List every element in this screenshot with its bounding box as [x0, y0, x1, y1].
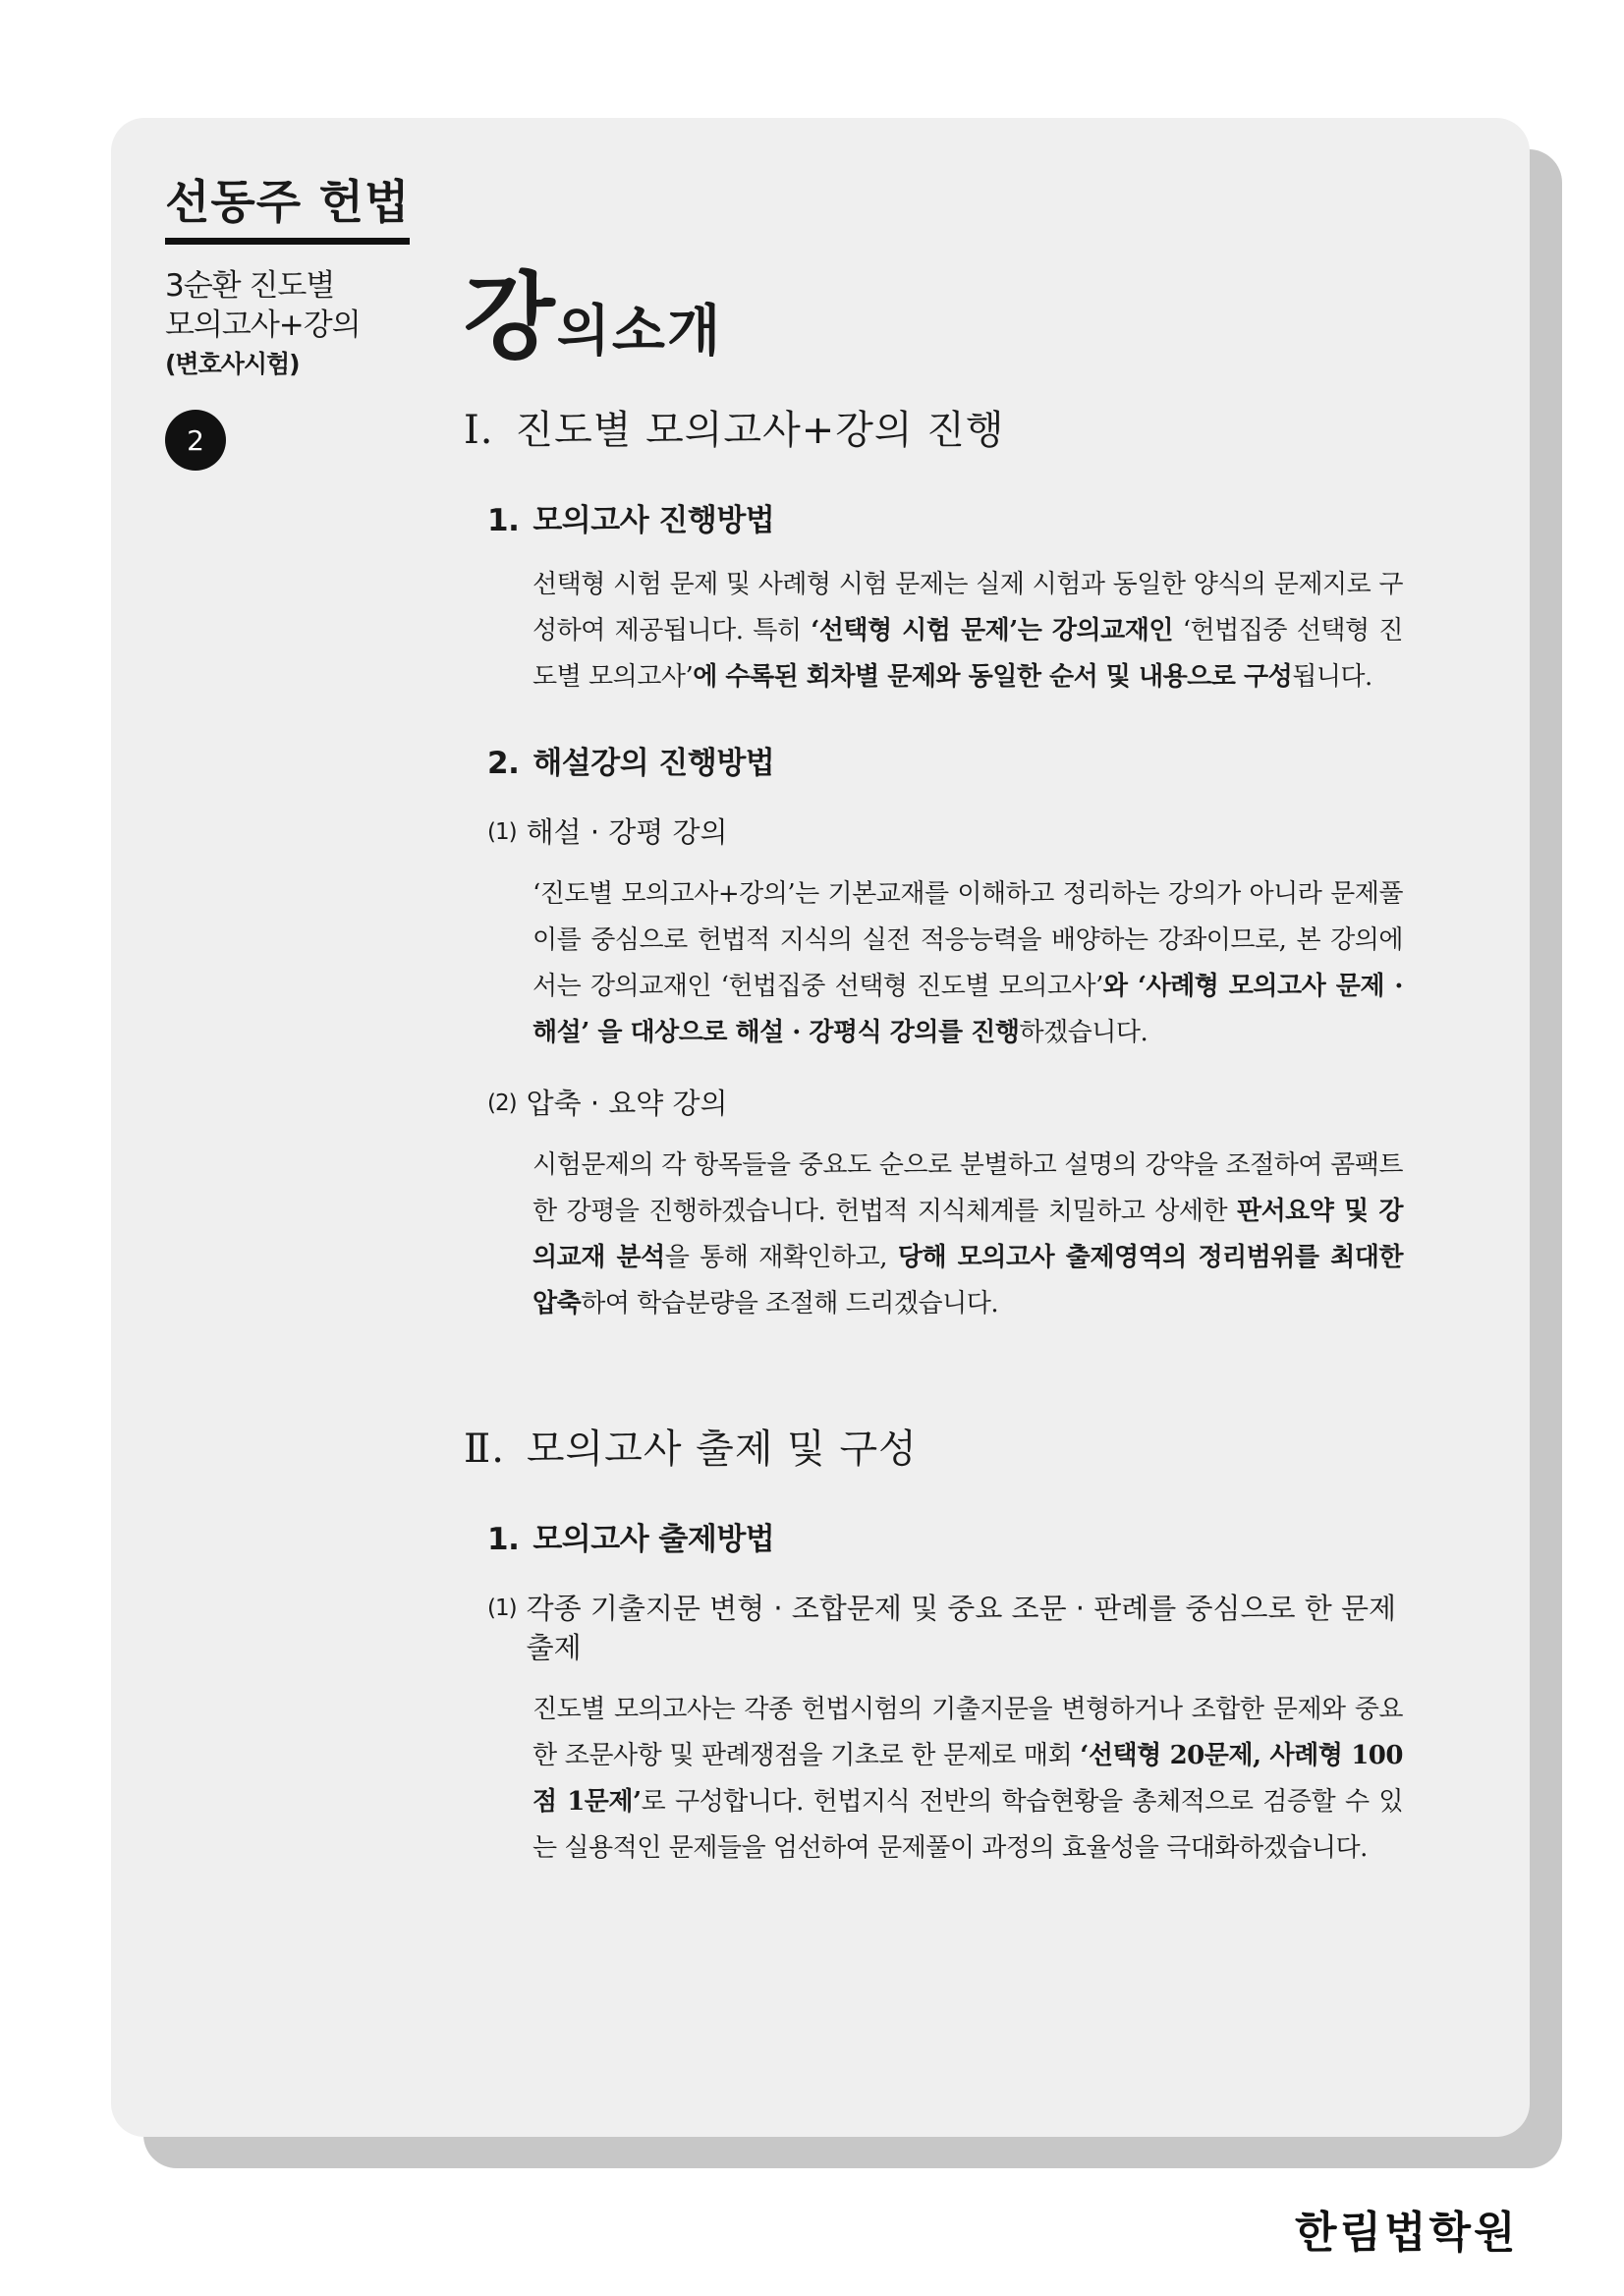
publisher-logo: 한림법학원	[1295, 2208, 1519, 2258]
item-heading	[487, 1589, 1407, 1667]
main-content	[464, 261, 1407, 1872]
page-number-badge: 2	[165, 410, 226, 471]
section-numeral: Ⅰ.	[464, 407, 494, 453]
bold-run: 에 수록된 회차별 문제와 동일한 순서 및 내용으로 구성	[693, 661, 1293, 692]
section-1	[464, 403, 1407, 1327]
paragraph	[532, 1143, 1403, 1327]
text-run: ‘진도별 모의고사+강의’는 기본교재를 이해하고 정리하는 강의가 아니라 문제풀이를 중심으로 헌법적 지식의 실전 적응능력을 배양하는 강좌이므로, 본 강의에서는 강의교재인 ‘헌법집중 선택형 진도별 모의고사’	[532, 878, 1403, 1001]
text-run: 선택형 시험 문제 및 사례형 시험 문제는 실제 시험과 동일한 양식의 문제지로 구성하여 제공됩니다. 특히	[532, 569, 1403, 645]
page-title	[464, 261, 1407, 372]
bold-run: 당해 모의고사 출제영역의 정리범위를 최대한 압축	[532, 1242, 1403, 1318]
item-heading	[487, 812, 1407, 852]
subsection-number: 1.	[487, 502, 520, 538]
paragraph	[532, 562, 1403, 700]
bold-run: ‘선택형 시험 문제’는 강의교재인	[811, 615, 1173, 645]
item-title: 각종 기출지문 변형 · 조합문제 및 중요 조문 · 판례를 중심으로 한 문제출제	[526, 1591, 1397, 1664]
item-number: (1)	[487, 818, 517, 845]
subsection-heading	[487, 1518, 1407, 1561]
item-heading	[487, 1084, 1407, 1123]
series-title: 선동주 헌법	[165, 177, 410, 245]
bold-run: 판서요약 및 강의교재 분석	[532, 1196, 1403, 1272]
text-run: 진도별 모의고사는 각종 헌법시험의 기출지문을 변형하거나 조합한 문제와 중요한 조문사항 및 판례쟁점을 기초로 한 문제로 매회	[532, 1694, 1403, 1770]
item-title: 압축 · 요약 강의	[526, 1086, 728, 1120]
subsection-title: 모의고사 진행방법	[532, 502, 775, 538]
text-run: ‘헌법집중 선택형 진도별 모의고사’	[532, 615, 1403, 692]
sidebar	[165, 177, 420, 471]
subsection-number: 1.	[487, 1521, 520, 1557]
subtitle-line: 3순환 진도별	[165, 268, 335, 305]
section-title: 모의고사 출제 및 구성	[526, 1426, 918, 1472]
series-subtitle	[165, 266, 420, 384]
page-title-first-char: 강	[464, 261, 557, 372]
subsection-heading	[487, 742, 1407, 785]
section-heading	[464, 1422, 1407, 1477]
text-run: 시험문제의 각 항목들을 중요도 순으로 분별하고 설명의 강약을 조절하여 콤팩트한 강평을 진행하겠습니다. 헌법적 지식체계를 치밀하고 상세한	[532, 1149, 1403, 1226]
bold-run: ‘선택형 20문제, 사례형 100점 1문제’	[532, 1740, 1403, 1817]
text-run: 됩니다.	[1292, 661, 1372, 692]
text-run: 하여 학습분량을 조절해 드리겠습니다.	[581, 1288, 999, 1318]
subtitle-line: 모의고사+강의	[165, 308, 361, 344]
subsection-number: 2.	[487, 745, 520, 781]
section-title: 진도별 모의고사+강의 진행	[515, 407, 1005, 453]
section-numeral: Ⅱ.	[464, 1426, 505, 1472]
item-title: 해설 · 강평 강의	[526, 814, 728, 849]
text-run: 로 구성합니다. 헌법지식 전반의 학습현황을 총체적으로 검증할 수 있는 실용적인 문제들을 엄선하여 문제풀이 과정의 효율성을 극대화하겠습니다.	[532, 1786, 1403, 1863]
paragraph	[532, 871, 1403, 1056]
section-2	[464, 1422, 1407, 1872]
text-run: 을 통해 재확인하고,	[664, 1242, 898, 1272]
item-number: (1)	[487, 1595, 517, 1621]
page-title-rest: 의소개	[556, 299, 723, 364]
subsection-title: 모의고사 출제방법	[532, 1521, 775, 1557]
item-number: (2)	[487, 1090, 517, 1116]
paragraph	[532, 1687, 1403, 1872]
subsection-title: 해설강의 진행방법	[532, 745, 775, 781]
subsection-heading	[487, 499, 1407, 542]
subtitle-exam: (변호사시험)	[165, 350, 300, 379]
section-heading	[464, 403, 1407, 458]
text-run: 하겠습니다.	[1019, 1017, 1148, 1047]
bold-run: 와 ‘사례형 모의고사 문제 · 해설’ 을 대상으로 해설 · 강평식 강의를 진행	[532, 971, 1403, 1047]
